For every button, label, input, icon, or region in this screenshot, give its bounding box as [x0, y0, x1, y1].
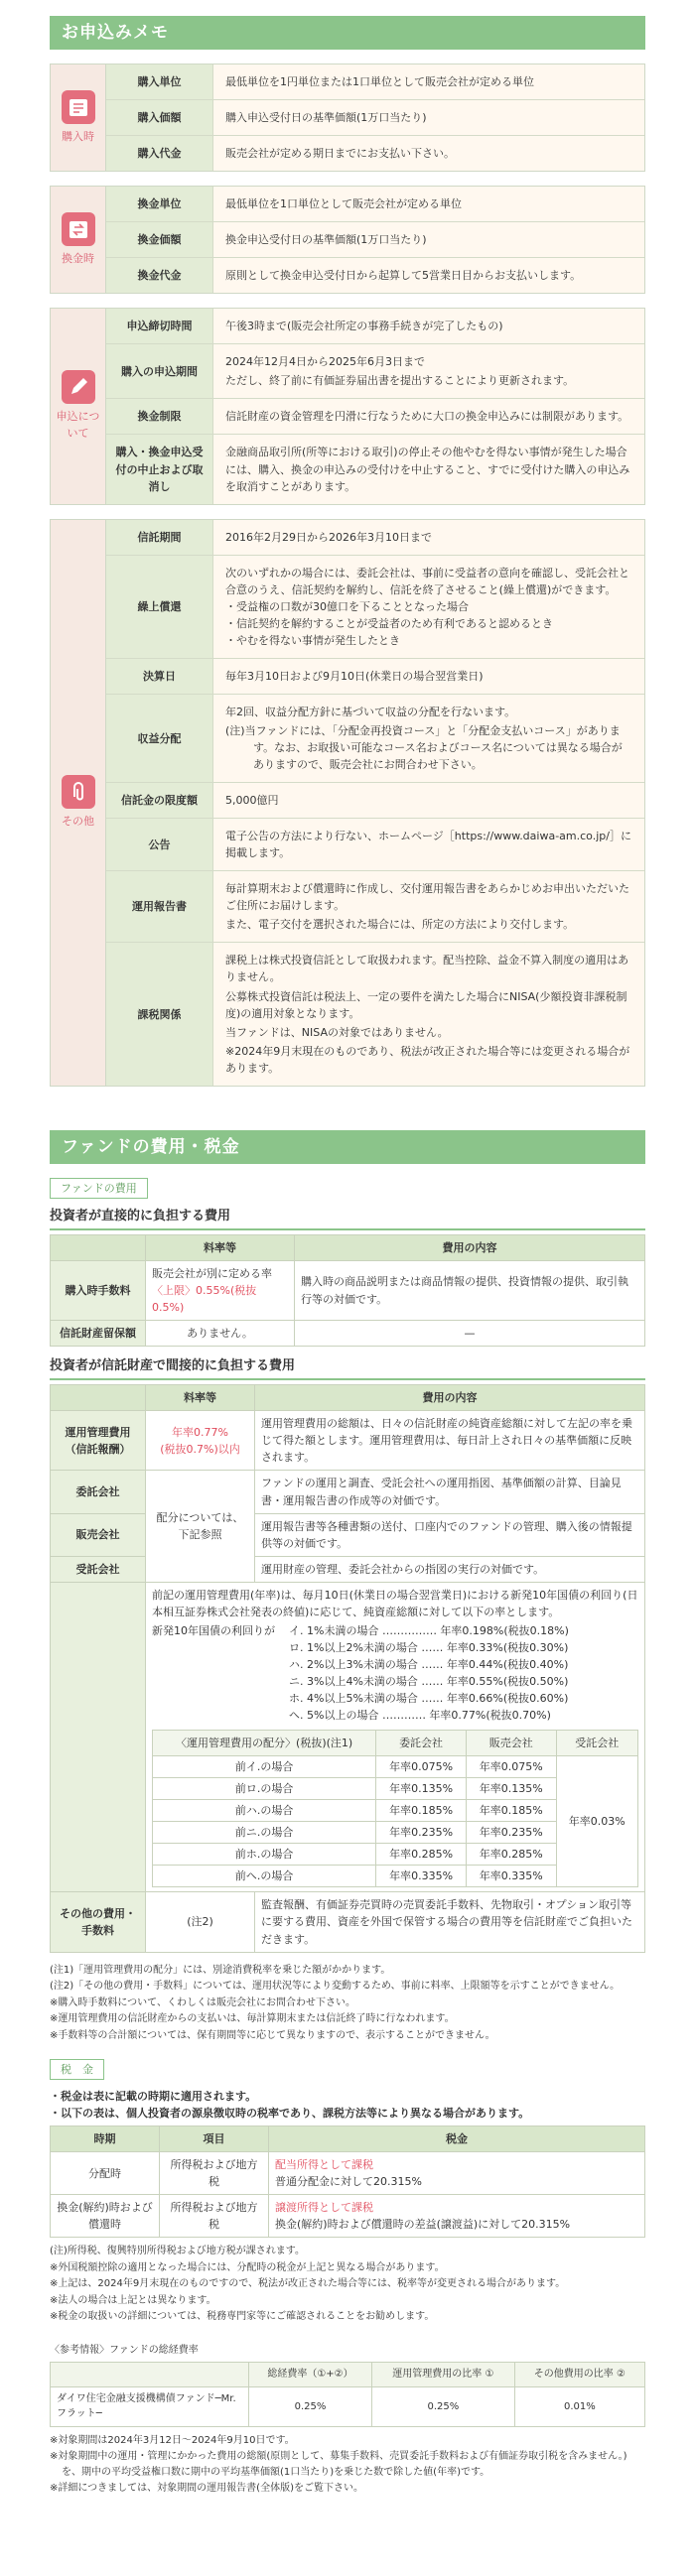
redemption-block [50, 186, 645, 294]
alloc-value: 年率0.235% [376, 1822, 467, 1844]
party-content: 運用報告書等各種書類の送付、口座内でのファンドの管理、購入後の情報提供等の対価です。 [255, 1513, 645, 1556]
alloc-trustee: 年率0.03% [556, 1756, 637, 1887]
other-content: 監査報酬、有価証券売買時の売買委託手数料、先物取引・オプション取引等に要する費用、資産を外国で保管する場合の費用等を信託財産でご負担いただきます。 [255, 1892, 645, 1952]
memo-row [106, 64, 644, 100]
row-label: 公告 [106, 819, 213, 870]
party-label: 販売会社 [51, 1513, 146, 1556]
table-row [51, 1556, 645, 1582]
alloc-value: 年率0.285% [376, 1844, 467, 1866]
indirect-cost-table [50, 1384, 645, 1952]
row-text: 金融商品取引所(所等における取引)の停止その他やむを得ない事情が発生した場合には、購入、換金の申込みの受付けを中止すること、すでに受付けた購入の申込みを取消すことがあります。 [225, 446, 630, 493]
note: (注)所得税、復興特別所得税および地方税が課されます。 [50, 2246, 306, 2257]
alloc-value: 年率0.075% [376, 1756, 467, 1778]
tax-period: 分配時 [51, 2152, 160, 2195]
row-value: 販売会社が定める期日までにお支払い下さい。 [213, 136, 644, 171]
note: (注2)「その他の費用・手数料」については、運用状況等により変動するため、事前に料率、上限額等を示すことができません。 [50, 1981, 621, 1993]
bullet-item: ・ 信託契約を解約することが受益者のため有利であると認めるとき [237, 615, 632, 632]
memo-row [106, 187, 644, 222]
note: ※運用管理費用の信託財産からの支払いは、毎計算期末または信託終了時に行なわれます。 [50, 2013, 455, 2025]
row-label: 購入代金 [106, 136, 213, 171]
row-text: 信託財産の資金管理を円滑に行なうために大口の換金申込みには制限があります。 [225, 410, 629, 424]
party-label: 受託会社 [51, 1556, 146, 1582]
memo-row [106, 100, 644, 136]
table-row [51, 1411, 645, 1471]
note: (注1)「運用管理費用の配分」には、別途消費税率を乗じた額がかかります。 [50, 1964, 391, 1976]
row-label: 運用報告書 [106, 871, 213, 942]
note: ※法人の場合は上記とは異なります。 [50, 2294, 216, 2306]
row-value [213, 943, 644, 1085]
row-text: 2016年2月29日から2026年3月10日まで [225, 530, 432, 544]
table-row [51, 1260, 645, 1320]
row-value [213, 344, 644, 398]
content-cell: 購入時の商品説明または商品情報の提供、投資情報の提供、取引執行等の対価です。 [295, 1260, 645, 1320]
alloc-value: 年率0.185% [376, 1800, 467, 1822]
mgmt-content: 運用管理費用の総額は、日々の信託財産の純資産総額に対して左記の率を乗じて得た額とします。運用管理費用は、毎日計上され日々の基準価額に反映されます。 [255, 1411, 645, 1471]
memo-row [106, 943, 644, 1085]
row-label: 繰上償還 [106, 556, 213, 658]
alloc-case: 前イ.の場合 [153, 1756, 376, 1778]
table-row [51, 1582, 645, 1892]
bullet-item: ・ やむを得ない事情が発生したとき [237, 632, 632, 649]
memo-row [106, 309, 644, 344]
row-label: 購入時手数料 [51, 1260, 146, 1320]
rate-cell: ありません。 [146, 1321, 295, 1347]
tax-item: 所得税および地方税 [160, 2195, 269, 2238]
memo-row [106, 435, 644, 503]
memo-row [106, 783, 644, 819]
tax-section [50, 2059, 645, 2325]
redemption-side [51, 187, 106, 293]
party-content: ファンドの運用と調査、受託会社への運用指図、基準価額の計算、目論見書・運用報告書の作成等の対価です。 [255, 1471, 645, 1513]
note: ※外国税額控除の適用となった場合には、分配時の税金が上記と異なる場合があります。 [50, 2261, 445, 2273]
memo-row [106, 258, 644, 293]
table-header: 税金 [269, 2126, 645, 2152]
application-side [51, 309, 106, 503]
other-label: その他の費用・手数料 [51, 1892, 146, 1952]
row-label: 信託金の限度額 [106, 783, 213, 818]
row-value [213, 309, 644, 343]
table-row [51, 2195, 645, 2238]
party-content: 運用財産の管理、委託会社からの指図の実行の対価です。 [255, 1556, 645, 1582]
total-expense: 0.25% [249, 2386, 372, 2426]
alloc-header: 受託会社 [556, 1731, 637, 1756]
table-header: 料率等 [146, 1234, 295, 1260]
row-value [213, 695, 644, 782]
row-label: 換金価額 [106, 222, 213, 257]
row-label: 信託財産留保額 [51, 1321, 146, 1347]
row-value [213, 783, 644, 818]
reference-notes [50, 2433, 645, 2497]
rate-highlight: 〈上限〉0.55%(税抜0.5%) [152, 1284, 257, 1315]
tax-rate: 普通分配金に対して20.315% [275, 2175, 422, 2189]
alloc-value: 年率0.285% [466, 1844, 556, 1866]
fund-name: ダイワ住宅金融支援機構債ファンド─Mr. フラット─ [51, 2386, 249, 2426]
memo-row [106, 819, 644, 871]
row-text: ※2024年9月末現在のものであり、税法が改正された場合等には変更される場合があります。 [225, 1044, 630, 1075]
table-header [51, 2363, 249, 2387]
note: ※上記は、2024年9月末現在のものですので、税法が改正された場合等には、税率等が変更される場合があります。 [50, 2278, 566, 2290]
row-text: 毎年3月10日および9月10日(休業日の場合翌営業日) [225, 669, 484, 683]
memo-row [106, 520, 644, 556]
rate-case: ヘ. 5%以上の場合 ………… 年率0.77%(税抜0.70%) [289, 1709, 551, 1723]
row-text: 当ファンドは、NISAの対象ではありません。 [225, 1025, 449, 1039]
direct-heading: 投資者が直接的に負担する費用 [50, 1207, 645, 1230]
row-value: 換金申込受付日の基準価額(1万口当たり) [213, 222, 644, 257]
costs-title: ファンドの費用・税金 [50, 1130, 645, 1164]
table-header: 時期 [51, 2126, 160, 2152]
tax-bullet: ・税金は表に記載の時期に適用されます。 [50, 2090, 257, 2104]
row-text: 課税上は株式投資信託として取扱われます。配当控除、益金不算入制度の適用はありません。 [225, 954, 629, 984]
rate-case: ハ. 2%以上3%未満の場合 …… 年率0.44%(税抜0.40%) [289, 1657, 569, 1671]
reference-title: 〈参考情報〉ファンドの総経費率 [50, 2344, 199, 2356]
other-ratio: 0.01% [514, 2386, 644, 2426]
row-label: 決算日 [106, 659, 213, 694]
row-value [213, 399, 644, 434]
alloc-header: 販売会社 [466, 1731, 556, 1756]
mgmt-rate-2: (税抜0.7%)以内 [160, 1442, 240, 1456]
note: ※詳細につきましては、対象期間の運用報告書(全体版)をご覧下さい。 [50, 2483, 363, 2495]
row-value [213, 819, 644, 870]
row-text: 2024年12月4日から2025年6月3日まで [225, 355, 425, 369]
alloc-value: 年率0.185% [466, 1800, 556, 1822]
other-side-label: その他 [62, 815, 94, 829]
row-text: 午後3時まで(販売会社所定の事務手続きが完了したもの) [225, 320, 503, 333]
alloc-case: 前ホ.の場合 [153, 1844, 376, 1866]
memo-title: お申込みメモ [50, 16, 645, 50]
memo-row [106, 871, 644, 943]
row-value: 最低単位を1円単位または1口単位として販売会社が定める単位 [213, 64, 644, 99]
split-note: 配分については、下記参照 [146, 1471, 255, 1582]
row-text: 5,000億円 [225, 794, 279, 808]
row-value: 購入申込受付日の基準価額(1万口当たり) [213, 100, 644, 135]
rate-case: ニ. 3%以上4%未満の場合 …… 年率0.55%(税抜0.50%) [289, 1674, 569, 1688]
alloc-case: 前ニ.の場合 [153, 1822, 376, 1844]
table-row [51, 1892, 645, 1952]
row-label: 換金制限 [106, 399, 213, 434]
alloc-header: 〈運用管理費用の配分〉(税抜)(注1) [153, 1731, 376, 1756]
purchase-block [50, 64, 645, 172]
rate-cell [146, 1260, 295, 1320]
table-header: 項目 [160, 2126, 269, 2152]
row-text: 電子公告の方法により行ない、ホームページ［https://www.daiwa-am.co.jp/］に掲載します。 [225, 830, 631, 860]
row-text: ただし、終了前に有価証券届出書を提出することにより更新されます。 [225, 374, 575, 388]
rate-text: 販売会社が別に定める率 [152, 1266, 272, 1280]
row-value [213, 659, 644, 694]
row-label: 購入単位 [106, 64, 213, 99]
memo-row [106, 695, 644, 783]
reference-table [50, 2362, 645, 2427]
rate-detail [146, 1582, 645, 1892]
alloc-value: 年率0.075% [466, 1756, 556, 1778]
table-header [51, 1385, 146, 1411]
alloc-header: 委託会社 [376, 1731, 467, 1756]
memo-row [106, 222, 644, 258]
tax-rate: 換金(解約)時および償還時の差益(譲渡益)に対して20.315% [275, 2218, 571, 2232]
alloc-case: 前ロ.の場合 [153, 1778, 376, 1800]
alloc-value: 年率0.235% [466, 1822, 556, 1844]
indirect-heading: 投資者が信託財産で間接的に負担する費用 [50, 1356, 645, 1380]
row-label: 申込締切時間 [106, 309, 213, 343]
tax-period: 換金(解約)時および償還時 [51, 2195, 160, 2238]
alloc-value: 年率0.335% [466, 1866, 556, 1887]
alloc-value: 年率0.135% [466, 1778, 556, 1800]
alloc-value: 年率0.335% [376, 1866, 467, 1887]
row-label: 課税関係 [106, 943, 213, 1085]
redemption-side-label: 換金時 [62, 252, 94, 266]
table-row [51, 2386, 645, 2426]
direct-cost-table [50, 1234, 645, 1347]
other-rate: (注2) [146, 1892, 255, 1952]
tax-cell [269, 2152, 645, 2195]
purchase-side [51, 64, 106, 171]
row-text: 毎計算期末および償還時に作成し、交付運用報告書をあらかじめお申出いただいたご住所にお届けします。 [225, 882, 629, 913]
note: ※対象期間は2024年3月12日～2024年9月10日です。 [50, 2434, 295, 2446]
cost-notes [50, 1963, 645, 2044]
row-label: 換金代金 [106, 258, 213, 293]
pencil-icon [62, 370, 95, 404]
note: ※手数料等の合計額については、保有期間等に応じて異なりますので、表示することができません。 [50, 2029, 495, 2041]
alloc-row [153, 1756, 638, 1778]
row-label: 収益分配 [106, 695, 213, 782]
costs-tab: ファンドの費用 [50, 1178, 148, 1199]
row-label: 購入の申込期間 [106, 344, 213, 398]
row-label: 購入価額 [106, 100, 213, 135]
tax-type: 譲渡所得として課税 [275, 2201, 373, 2215]
exchange-icon [62, 212, 95, 246]
memo-row [106, 399, 644, 435]
row-value [213, 435, 644, 503]
tax-tab: 税 金 [50, 2059, 104, 2080]
mgmt-label: 運用管理費用（信託報酬） [51, 1411, 146, 1471]
row-value [213, 556, 644, 658]
row-text: (注)当ファンドには、「分配金再投資コース」と「分配金支払いコース」があります。なお、お取扱い可能なコース名およびコース名については異なる場合がありますので、販売会社にお問合わせ下さい。 [225, 723, 623, 772]
row-value [213, 520, 644, 555]
tax-item: 所得税および地方税 [160, 2152, 269, 2195]
reference-section [50, 2343, 645, 2497]
cart-icon [62, 90, 95, 124]
memo-row [106, 136, 644, 171]
tax-notes [50, 2244, 645, 2325]
content-cell: — [295, 1321, 645, 1347]
row-label: 換金単位 [106, 187, 213, 221]
tax-bullet: ・以下の表は、個人投資者の源泉徴収時の税率であり、課税方法等により異なる場合があります。 [50, 2107, 530, 2121]
memo-row [106, 556, 644, 659]
tax-type: 配当所得として課税 [275, 2158, 373, 2172]
table-row [51, 1513, 645, 1556]
rate-explain: 前記の運用管理費用(年率)は、毎月10日(休業日の場合翌営業日)における新発10年国債の利回り(日本相互証券株式会社発表の終値)に応じて、純資産総額に対して以下の率とします。 [152, 1588, 638, 1618]
memo-row [106, 659, 644, 695]
rate-cases [289, 1622, 638, 1724]
rate-case: ホ. 4%以上5%未満の場合 …… 年率0.66%(税抜0.60%) [289, 1692, 569, 1705]
rate-case: ロ. 1%以上2%未満の場合 …… 年率0.33%(税抜0.30%) [289, 1640, 569, 1654]
mgmt-rate-1: 年率0.77% [172, 1425, 228, 1439]
table-header: 料率等 [146, 1385, 255, 1411]
party-label: 委託会社 [51, 1471, 146, 1513]
tax-table [50, 2125, 645, 2238]
table-row [51, 2152, 645, 2195]
row-text: また、電子交付を選択された場合には、所定の方法により交付します。 [225, 918, 575, 932]
table-row [51, 1321, 645, 1347]
application-side-label: 申込について [56, 410, 100, 441]
bullet-item: ・ 受益権の口数が30億口を下ることとなった場合 [237, 598, 632, 615]
other-block [50, 519, 645, 1087]
rate-case: イ. 1%未満の場合 …………… 年率0.198%(税抜0.18%) [289, 1623, 569, 1637]
row-text: 公募株式投資信託は税法上、一定の要件を満たした場合にNISA(少額投資非課税制度)の適用対象となります。 [225, 989, 627, 1020]
table-header: その他費用の比率 ② [514, 2363, 644, 2387]
memo-row [106, 344, 644, 399]
row-label: 購入・換金申込受付の中止および取消し [106, 435, 213, 503]
note: ※税金の取扱いの詳細については、税務専門家等にご確認されることをお勧めします。 [50, 2311, 435, 2323]
table-header: 運用管理費用の比率 ① [371, 2363, 514, 2387]
alloc-case: 前ハ.の場合 [153, 1800, 376, 1822]
note: ※対象期間中の運用・管理にかかった費用の総額(原則として、募集手数料、売買委託手数料および有価証券取引税を含みません。)を、期中の平均受益権口数に期中の平均基準価額(1口当たり)を乗じた数で除した値(年率)です。 [50, 2451, 627, 2478]
tax-cell [269, 2195, 645, 2238]
row-value: 最低単位を1口単位として販売会社が定める単位 [213, 187, 644, 221]
rate-prefix: 新発10年国債の利回りが [152, 1623, 275, 1637]
purchase-side-label: 購入時 [62, 130, 94, 144]
note: ※購入時手数料について、くわしくは販売会社にお問合わせ下さい。 [50, 1996, 355, 2008]
other-side [51, 520, 106, 1086]
row-text: 次のいずれかの場合には、委託会社は、事前に受益者の意向を確認し、受託会社と合意のうえ、信託契約を解約し、信託を終了させること(繰上償還)ができます。 [225, 566, 629, 596]
row-label: 信託期間 [106, 520, 213, 555]
table-header [51, 1234, 146, 1260]
allocation-table [152, 1730, 638, 1887]
application-block [50, 308, 645, 504]
alloc-value: 年率0.135% [376, 1778, 467, 1800]
row-value [213, 871, 644, 942]
row-text: 年2回、収益分配方針に基づいて収益の分配を行ないます。 [225, 705, 516, 718]
table-header: 総経費率（①+②） [249, 2363, 372, 2387]
mgmt-ratio: 0.25% [371, 2386, 514, 2426]
mgmt-rate [146, 1411, 255, 1471]
clip-icon [62, 775, 95, 809]
table-header: 費用の内容 [255, 1385, 645, 1411]
alloc-case: 前ヘ.の場合 [153, 1866, 376, 1887]
table-header: 費用の内容 [295, 1234, 645, 1260]
row-value: 原則として換金申込受付日から起算して5営業日目からお支払いします。 [213, 258, 644, 293]
table-row [51, 1471, 645, 1513]
